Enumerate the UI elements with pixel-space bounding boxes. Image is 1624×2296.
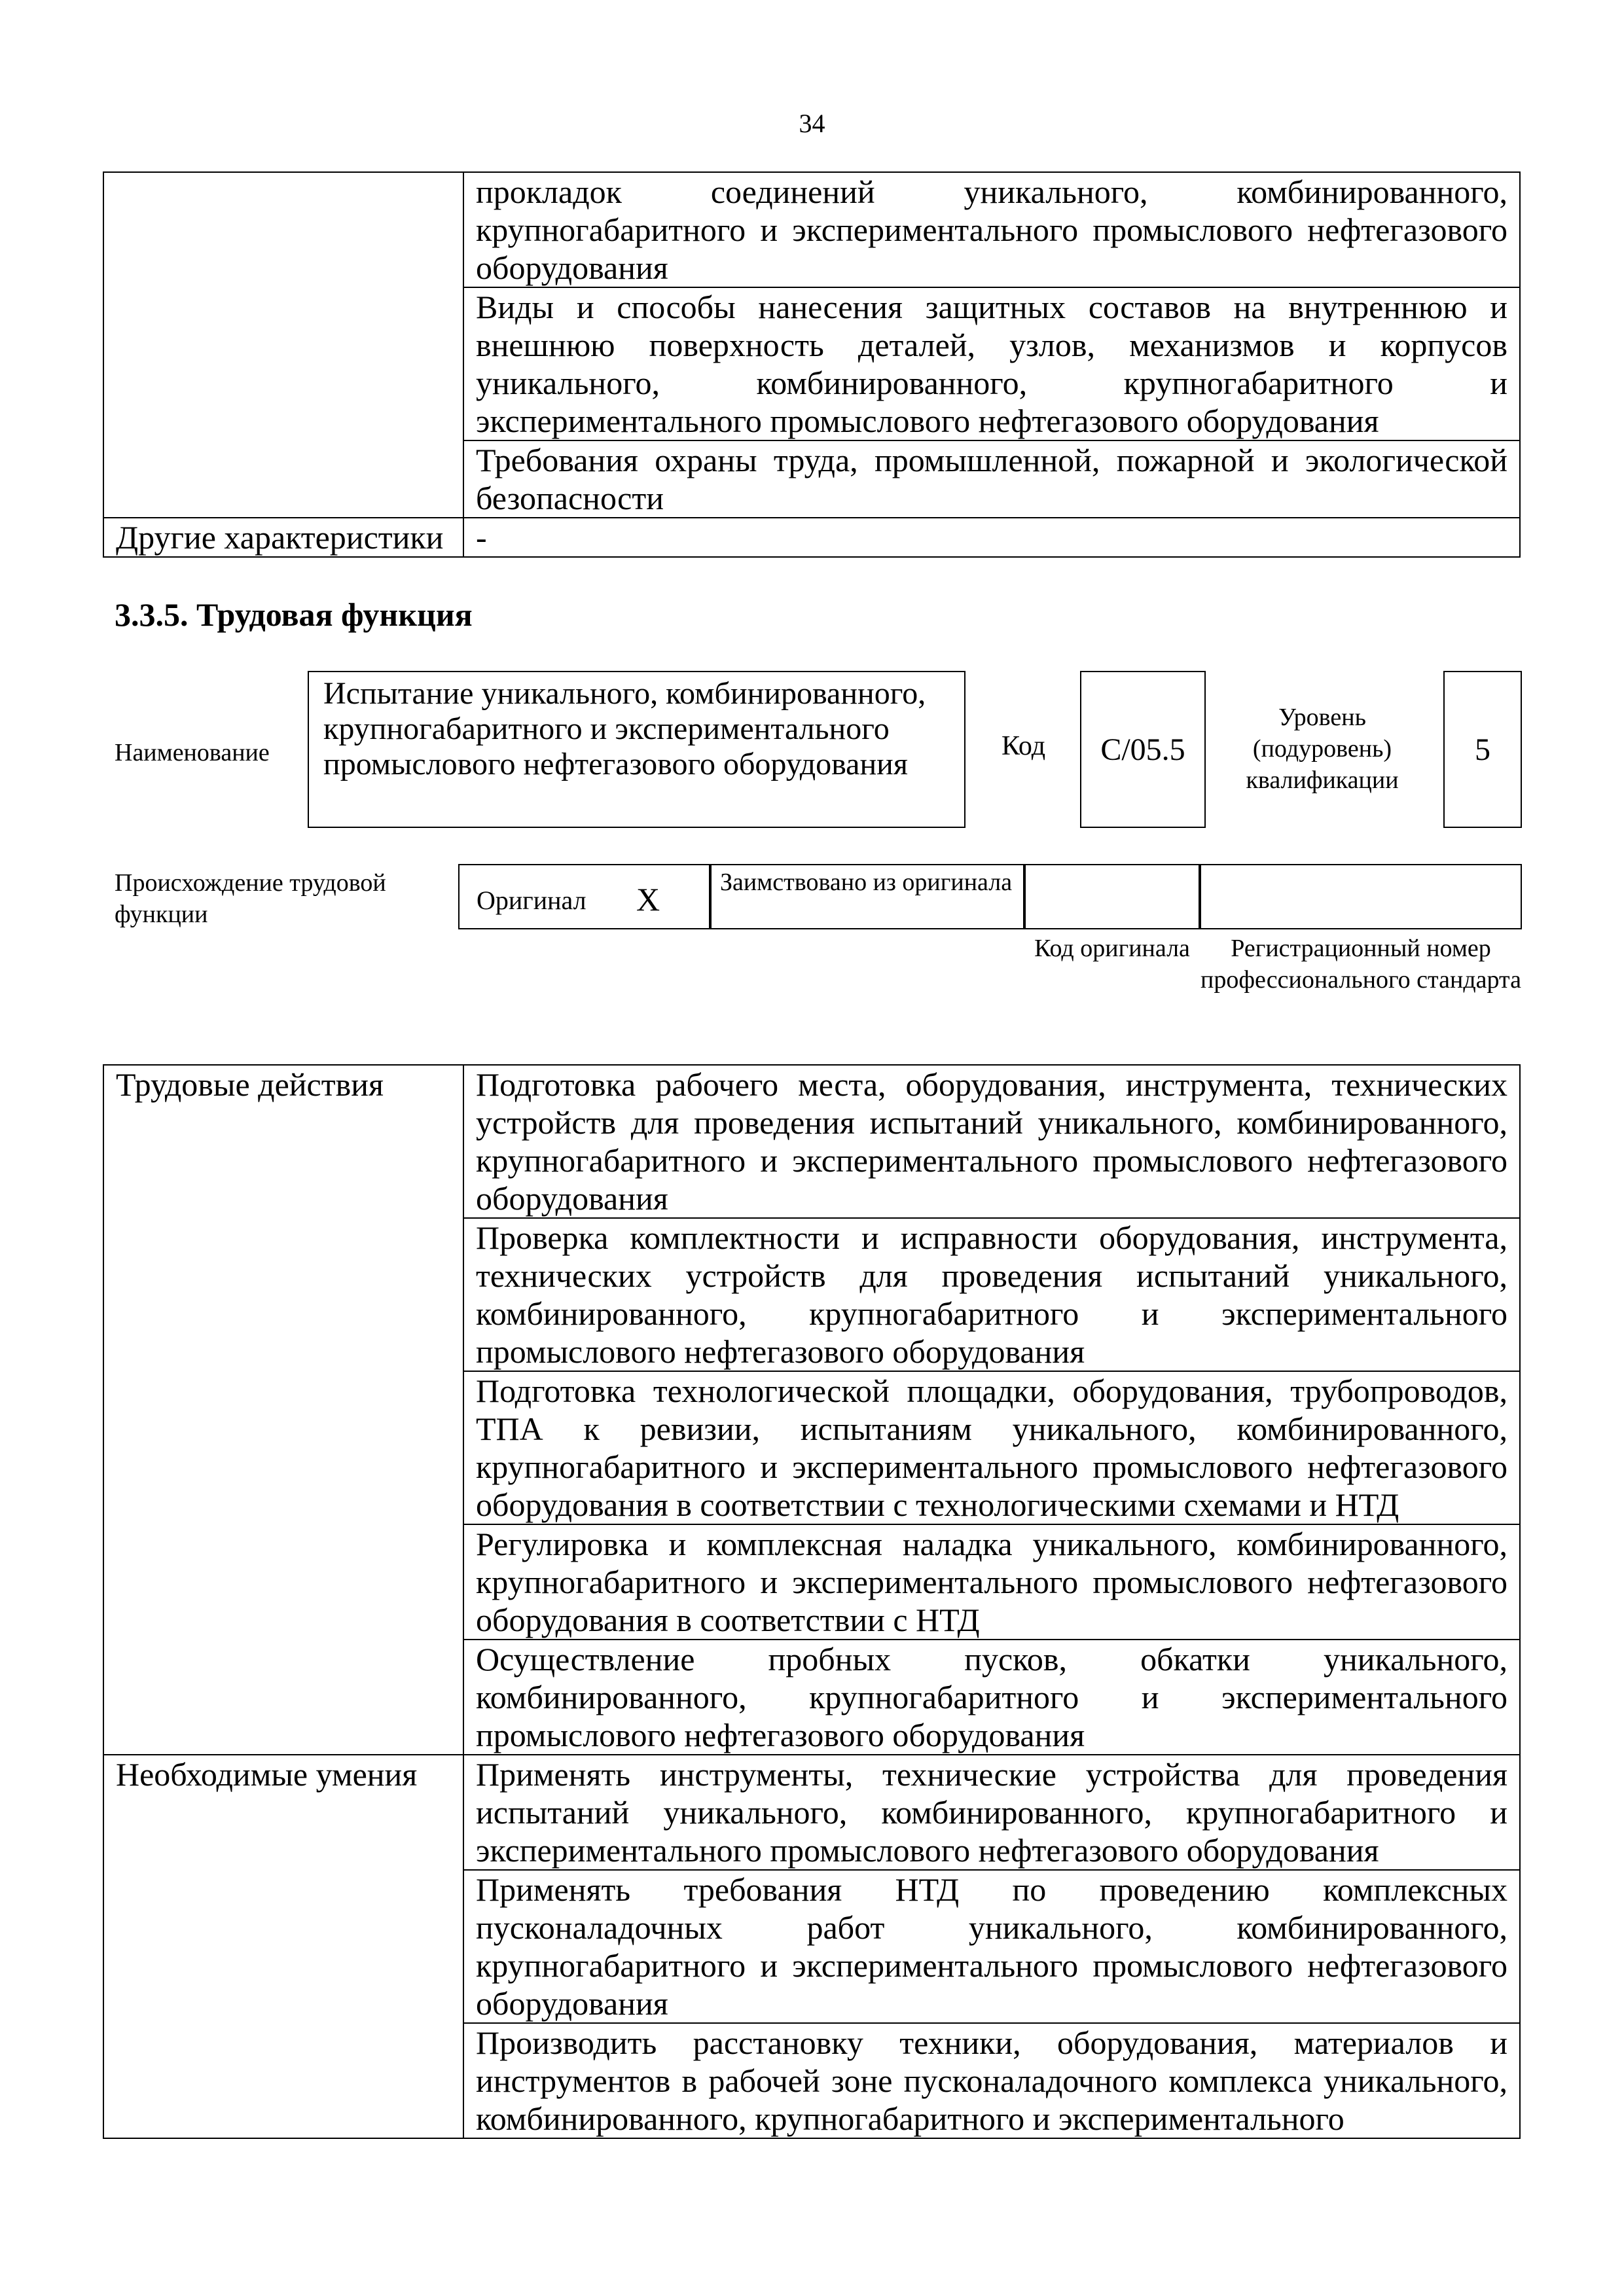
knowledge-item: Требования охраны труда, промышленной, пожарной и экологической безопасности	[463, 440, 1520, 518]
labor-action-item: Подготовка рабочего места, оборудования, инструмента, технических устройств для проведения испытаний уникального, комбинированного, крупногабаритного и экспериментального промыслового нефтегазового оборудования	[463, 1065, 1520, 1218]
skill-item: Производить расстановку техники, оборудования, материалов и инструментов в рабочей зоне пусконаладочного комплекса уникального, комбинированного, крупногабаритного и экспериментального	[463, 2023, 1520, 2138]
labor-actions-label: Трудовые действия	[103, 1065, 463, 1755]
labor-action-item: Регулировка и комплексная наладка уникального, комбинированного, крупногабаритного и экспериментального промыслового нефтегазового оборудования в соответствии с НТД	[463, 1524, 1520, 1640]
skill-item: Применять инструменты, технические устройства для проведения испытаний уникального, комбинированного, крупногабаритного и экспериментального промыслового нефтегазового оборудования	[463, 1755, 1520, 1870]
name-label: Наименование	[115, 739, 270, 766]
qualification-level-box: 5	[1443, 671, 1522, 828]
table-row	[103, 172, 1520, 287]
table-row	[103, 1065, 1520, 1218]
reg-number-caption: Регистрационный номер профессионального стандарта	[1200, 935, 1521, 994]
original-label: Оригинал	[477, 886, 586, 915]
labor-action-item: Осуществление пробных пусков, обкатки уникального, комбинированного, крупногабаритного и экспериментального промыслового нефтегазового оборудования	[463, 1640, 1520, 1755]
row-label	[103, 172, 463, 518]
section-title: 3.3.5. Трудовая функция	[115, 596, 473, 633]
required-skills-label: Необходимые умения	[103, 1755, 463, 2138]
page-number: 34	[799, 109, 825, 138]
labor-action-item: Проверка комплектности и исправности оборудования, инструмента, технических устройств для проведения испытаний уникального, комбинированного, крупногабаритного и экспериментального промыслового нефтегазового оборудования	[463, 1218, 1520, 1371]
code-original-caption: Код оригинала	[1034, 935, 1190, 962]
code-label: Код	[1001, 731, 1046, 761]
labor-action-item: Подготовка технологической площадки, оборудования, трубопроводов, ТПА к ревизии, испытаниям уникального, комбинированного, крупногабаритного и экспериментального промыслового нефтегазового оборудования в соответствии с технологическими схемами и НТД	[463, 1371, 1520, 1524]
function-name-box: Испытание уникального, комбинированного, крупногабаритного и экспериментального промыслового нефтегазового оборудования	[308, 671, 965, 828]
origin-code-cell	[1024, 864, 1200, 929]
knowledge-item: Виды и способы нанесения защитных составов на внутреннюю и внешнюю поверхность деталей, узлов, механизмов и корпусов уникального, комбинированного, крупногабаритного и экспериментального промыслового нефтегазового оборудования	[463, 287, 1520, 440]
qualification-level-label: Уровень (подуровень) квалификации	[1246, 704, 1399, 794]
skill-item: Применять требования НТД по проведению комплексных пусконаладочных работ уникального, комбинированного, крупногабаритного и экспериментального промыслового нефтегазового оборудования	[463, 1870, 1520, 2023]
borrowed-label: Заимствовано из оригинала	[720, 869, 1013, 896]
labor-function-table	[103, 1064, 1521, 2139]
origin-reg-number-cell	[1200, 864, 1522, 929]
other-characteristics-label: Другие характеристики	[103, 518, 463, 557]
table-row	[103, 1755, 1520, 1870]
knowledge-item: прокладок соединений уникального, комбинированного, крупногабаритного и экспериментального промыслового нефтегазового оборудования	[463, 172, 1520, 287]
function-code-box: C/05.5	[1080, 671, 1206, 828]
other-characteristics-value: -	[463, 518, 1520, 557]
table-row	[103, 518, 1520, 557]
original-mark: X	[636, 881, 660, 918]
origin-label: Происхождение трудовой функции	[115, 869, 386, 928]
knowledge-table-continuation	[103, 171, 1521, 558]
